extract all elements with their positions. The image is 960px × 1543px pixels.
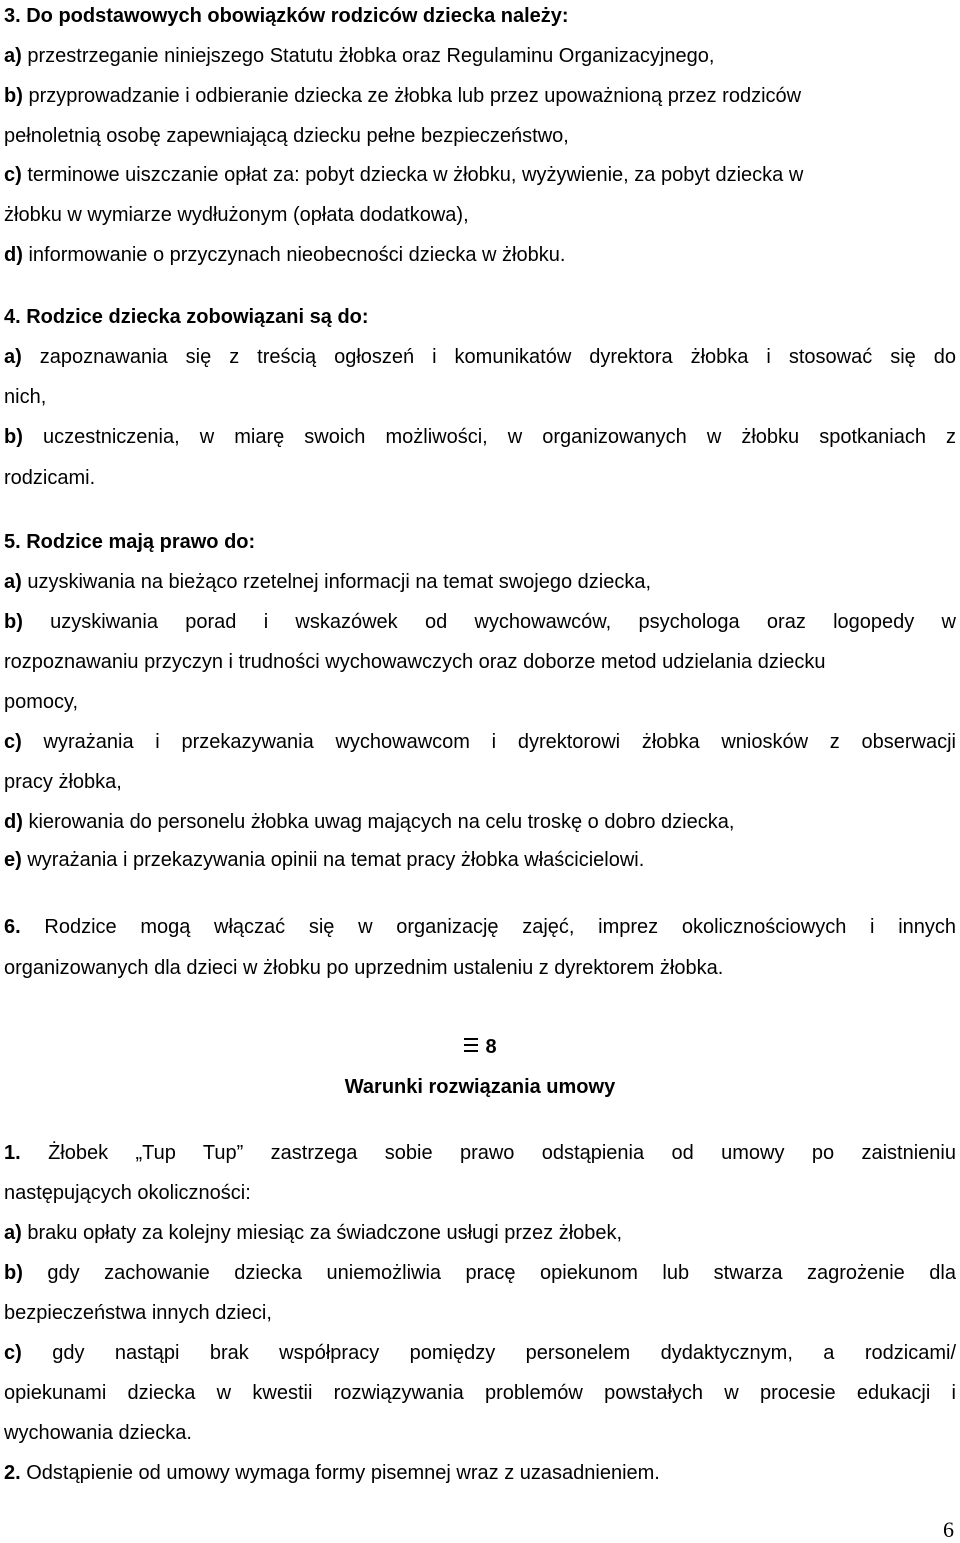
s3-item-a: a) przestrzeganie niniejszego Statutu żłobka oraz Regulaminu Organizacyjnego, [4, 45, 715, 67]
s5-item-b: b) uzyskiwania porad i wskazówek od wychowawców, psychologa oraz logopedy w [4, 611, 956, 633]
s5-item-a: a) uzyskiwania na bieżąco rzetelnej informacji na temat swojego dziecka, [4, 571, 651, 593]
s4-item-b-cont: rodzicami. [4, 467, 96, 489]
s4-item-b: b) uczestniczenia, w miarę swoich możliwości, w organizowanych w żłobku spotkaniach z [4, 426, 956, 448]
rule-2: 2. Odstąpienie od umowy wymaga formy pisemnej wraz z uzasadnieniem. [4, 1462, 660, 1484]
s5-item-c: c) wyrażania i przekazywania wychowawcom i dyrektorowi żłobka wniosków z obserwacji [4, 731, 956, 753]
section-6: 6. Rodzice mogą włączać się w organizację zajęć, imprez okolicznościowych i innych [4, 916, 956, 938]
section-8-symbol: 8 [4, 1035, 956, 1059]
rule-1: 1. Żłobek „Tup Tup” zastrzega sobie prawo odstąpienia od umowy po zaistnieniu [4, 1142, 956, 1164]
rule-1-item-b: b) gdy zachowanie dziecka uniemożliwia pracę opiekunom lub stwarza zagrożenie dla [4, 1262, 956, 1284]
s3-item-d: d) informowanie o przyczynach nieobecności dziecka w żłobku. [4, 244, 566, 266]
section-sign-icon [463, 1035, 479, 1053]
s4-item-a: a) zapoznawania się z treścią ogłoszeń i komunikatów dyrektora żłobka i stosować się do [4, 346, 956, 368]
s5-item-d: d) kierowania do personelu żłobka uwag mających na celu troskę o dobro dziecka, [4, 811, 735, 833]
s3-item-b: b) przyprowadzanie i odbieranie dziecka ze żłobka lub przez upoważnioną przez rodziców [4, 85, 802, 107]
section-6-cont: organizowanych dla dzieci w żłobku po uprzednim ustaleniu z dyrektorem żłobka. [4, 957, 724, 979]
rule-1-cont: następujących okoliczności: [4, 1182, 251, 1204]
s5-item-c-cont: pracy żłobka, [4, 771, 122, 793]
rule-1-item-c-cont: opiekunami dziecka w kwestii rozwiązywania problemów powstałych w procesie edukacji i [4, 1382, 956, 1404]
s3-item-c-cont: żłobku w wymiarze wydłużonym (opłata dodatkowa), [4, 204, 469, 226]
section-3-heading: 3. Do podstawowych obowiązków rodziców dziecka należy: [4, 5, 569, 27]
s5-item-b-cont: rozpoznawaniu przyczyn i trudności wychowawczych oraz doborze metod udzielania dziecku [4, 651, 826, 673]
section-8-title: Warunki rozwiązania umowy [344, 1076, 616, 1098]
s3-item-c: c) terminowe uiszczanie opłat za: pobyt dziecka w żłobku, wyżywienie, za pobyt dziecka w [4, 164, 804, 186]
s3-item-b-cont: pełnoletnią osobę zapewniającą dziecku pełne bezpieczeństwo, [4, 125, 569, 147]
rule-1-item-a: a) braku opłaty za kolejny miesiąc za świadczone usługi przez żłobek, [4, 1222, 623, 1244]
page-number: 6 [943, 1517, 954, 1542]
rule-1-item-b-cont: bezpieczeństwa innych dzieci, [4, 1302, 272, 1324]
s5-item-b-cont2: pomocy, [4, 691, 79, 713]
rule-1-item-c: c) gdy nastąpi brak współpracy pomiędzy personelem dydaktycznym, a rodzicami/ [4, 1342, 956, 1364]
section-4-heading: 4. Rodzice dziecka zobowiązani są do: [4, 306, 369, 328]
rule-1-item-c-cont2: wychowania dziecka. [4, 1422, 192, 1444]
section-5-heading: 5. Rodzice mają prawo do: [4, 531, 256, 553]
s5-item-e: e) wyrażania i przekazywania opinii na temat pracy żłobka właścicielowi. [4, 849, 645, 871]
s4-item-a-cont: nich, [4, 386, 47, 408]
